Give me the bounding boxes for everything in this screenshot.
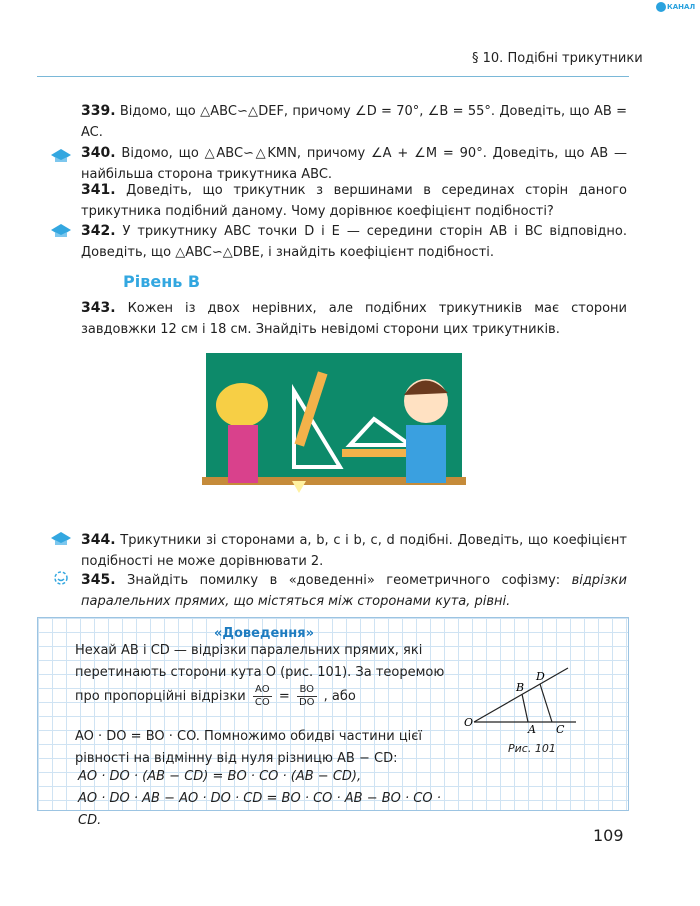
problem-text: У трикутнику ABC точки D і E — середини сторін AB і BC відповідно. Доведіть, що △ABC∽△DBE, і знайдіть коефіцієнт подібності.	[81, 224, 627, 260]
figure-101	[460, 666, 580, 734]
label-c: C	[556, 723, 565, 734]
equals-sign: =	[278, 689, 290, 704]
problem-344	[81, 530, 627, 572]
proof-line1: Нехай AB і CD — відрізки паралельних прямих, які перетинають сторони кута O (рис. 101). За теоремою про пропорційні відрізки	[75, 643, 445, 704]
smile-icon	[50, 570, 72, 586]
fraction-ao-co	[253, 684, 272, 709]
problem-number: 345.	[81, 572, 116, 588]
figure-caption: Рис. 101	[508, 742, 556, 755]
problem-text: Кожен із двох нерівних, але подібних трикутників має сторони завдовжки 12 см і 18 см. Знайдіть невідомі сторони цих трикутників.	[81, 301, 627, 337]
page-number: 109	[593, 826, 624, 845]
fraction-top: AO	[253, 684, 272, 697]
problem-number: 341.	[81, 182, 116, 198]
fraction-bo-do	[297, 684, 317, 709]
problem-text: Відомо, що △ABC∽△KMN, причому ∠A + ∠M = 90°. Доведіть, що AB — найбільша сторона трикутника ABC.	[81, 146, 627, 182]
problem-number: 343.	[81, 300, 116, 316]
proof-title: «Доведення»	[214, 626, 314, 641]
problem-342	[81, 221, 627, 263]
problem-345	[81, 570, 627, 612]
logo-text: КАНАЛ	[667, 3, 696, 11]
problem-text: Трикутники зі сторонами a, b, c і b, c, d подібні. Доведіть, що коефіцієнт подібності не може дорівнювати 2.	[81, 533, 627, 569]
problem-number: 340.	[81, 145, 116, 161]
problem-text: Знайдіть помилку в «доведенні» геометричного софізму:	[127, 573, 561, 588]
label-d: D	[536, 670, 545, 683]
problem-text: Відомо, що △ABC∽△DEF, причому ∠D = 70°, ∠B = 55°. Доведіть, що AB = AC.	[81, 104, 627, 140]
problem-number: 342.	[81, 223, 116, 239]
problem-341	[81, 180, 627, 222]
proof-or: , або	[323, 689, 356, 704]
logo-icon	[656, 2, 666, 12]
header-divider	[37, 76, 629, 77]
fraction-top: BO	[297, 684, 317, 697]
problem-339	[81, 101, 627, 143]
proof-equation-1: AO · DO · (AB − CD) = BO · CO · (AB − CD),	[78, 769, 362, 784]
label-o: O	[464, 716, 474, 729]
difficulty-hat-icon	[50, 147, 72, 163]
illustration-children-triangles	[202, 349, 466, 509]
problem-340	[81, 143, 627, 185]
publisher-logo	[656, 2, 696, 14]
proof-line2: AO · DO = BO · CO. Помножимо обидві частини цієї рівності на відмінну від нуля різницю AB − CD:	[75, 729, 423, 766]
fraction-bottom: CO	[254, 697, 270, 708]
level-heading: Рівень В	[123, 272, 201, 291]
difficulty-hat-icon	[50, 222, 72, 238]
problem-number: 339.	[81, 103, 116, 119]
difficulty-hat-icon	[50, 530, 72, 546]
proof-paragraph	[75, 640, 455, 709]
proof-equation-2: AO · DO · AB − AO · DO · CD = BO · CO · AB − BO · CO · CD.	[78, 791, 441, 828]
problem-italic-text: відрізки паралельних прямих, що містяться між сторонами кута, рівні.	[81, 573, 627, 609]
fraction-bottom: DO	[298, 697, 315, 708]
problem-343	[81, 298, 627, 340]
problem-text: Доведіть, що трикутник з вершинами в серединах сторін даного трикутника подібний даному. Чому дорівнює коефіцієнт подібності?	[81, 183, 627, 219]
section-header: § 10. Подібні трикутники	[472, 51, 643, 66]
label-a: A	[528, 723, 536, 734]
label-b: B	[516, 681, 525, 694]
problem-number: 344.	[81, 532, 116, 548]
